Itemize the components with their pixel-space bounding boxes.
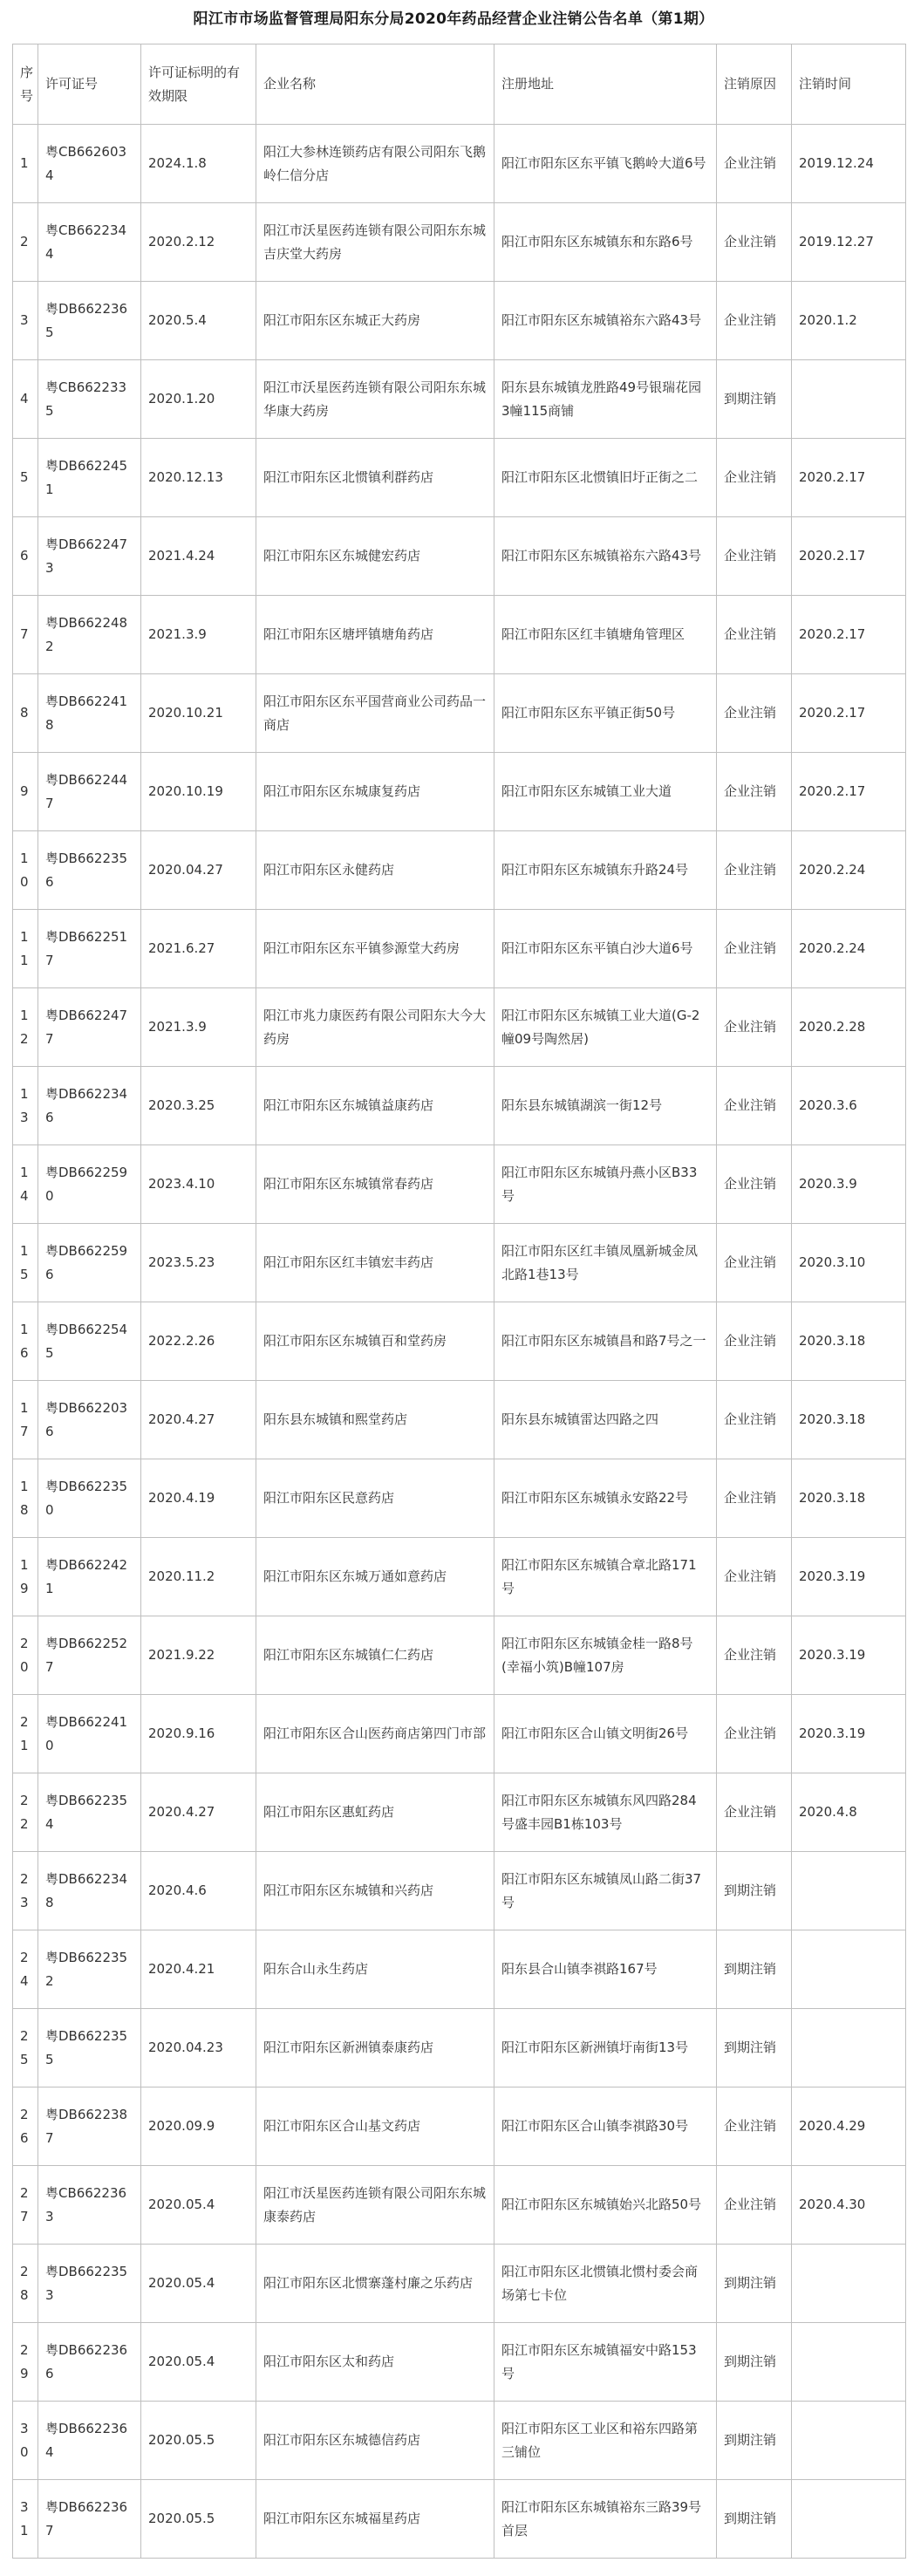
cell-validity-period: 2020.4.27	[141, 1773, 256, 1852]
cell-revocation-date: 2020.3.18	[792, 1459, 906, 1538]
cell-revocation-date: 2020.2.17	[792, 439, 906, 517]
header-revocation-date: 注销时间	[792, 44, 906, 125]
cell-revocation-reason: 企业注销	[717, 988, 792, 1067]
table-row	[13, 2245, 906, 2323]
cell-license-number: 粤DB6622527	[38, 1616, 141, 1695]
cell-revocation-date: 2020.3.6	[792, 1067, 906, 1145]
cell-revocation-date	[792, 1852, 906, 1930]
cell-revocation-reason: 企业注销	[717, 674, 792, 753]
cell-registered-address: 阳江市阳东区东平镇正街50号	[494, 674, 717, 753]
cell-validity-period: 2020.9.16	[141, 1695, 256, 1773]
cell-registered-address: 阳江市阳东区东城镇东升路24号	[494, 831, 717, 910]
cell-registered-address: 阳江市阳东区东城镇合章北路171号	[494, 1538, 717, 1616]
cell-validity-period: 2020.4.21	[141, 1930, 256, 2009]
cell-revocation-reason: 到期注销	[717, 2480, 792, 2559]
cell-registered-address: 阳东县东城镇雷达四路之四	[494, 1381, 717, 1459]
cell-company-name: 阳江市阳东区东城镇百和堂药房	[256, 1302, 494, 1381]
cell-registered-address: 阳江市阳东区东城镇裕东六路43号	[494, 517, 717, 596]
cell-serial-number: 1	[13, 125, 38, 203]
cell-registered-address: 阳江市阳东区东城镇永安路22号	[494, 1459, 717, 1538]
cell-revocation-reason: 企业注销	[717, 2087, 792, 2166]
cell-serial-number: 11	[13, 910, 38, 988]
table-row	[13, 1852, 906, 1930]
table-row	[13, 988, 906, 1067]
cell-company-name: 阳江市阳东区东城镇和兴药店	[256, 1852, 494, 1930]
cell-serial-number: 27	[13, 2166, 38, 2245]
cell-license-number: 粤DB6622350	[38, 1459, 141, 1538]
cell-revocation-date: 2020.2.17	[792, 753, 906, 831]
cell-registered-address: 阳江市阳东区红丰镇凤凰新城金凤北路1巷13号	[494, 1224, 717, 1302]
cell-validity-period: 2020.3.25	[141, 1067, 256, 1145]
cell-license-number: 粤CB6622363	[38, 2166, 141, 2245]
table-row	[13, 753, 906, 831]
cell-license-number: 粤DB6622545	[38, 1302, 141, 1381]
cell-revocation-reason: 企业注销	[717, 1695, 792, 1773]
cell-revocation-date	[792, 2402, 906, 2480]
table-row	[13, 1381, 906, 1459]
table-row	[13, 2402, 906, 2480]
cell-serial-number: 6	[13, 517, 38, 596]
cell-validity-period: 2020.10.19	[141, 753, 256, 831]
cell-registered-address: 阳江市阳东区北惯镇北惯村委会商场第七卡位	[494, 2245, 717, 2323]
cell-serial-number: 12	[13, 988, 38, 1067]
table-row	[13, 203, 906, 282]
cell-validity-period: 2020.2.12	[141, 203, 256, 282]
cell-company-name: 阳江市阳东区东平国营商业公司药品一商店	[256, 674, 494, 753]
cell-license-number: 粤CB6626034	[38, 125, 141, 203]
table-row	[13, 282, 906, 360]
table-row	[13, 360, 906, 439]
cell-validity-period: 2020.05.5	[141, 2402, 256, 2480]
cell-license-number: 粤DB6622348	[38, 1852, 141, 1930]
cell-revocation-reason: 企业注销	[717, 910, 792, 988]
cell-serial-number: 23	[13, 1852, 38, 1930]
header-license-number: 许可证号	[38, 44, 141, 125]
cell-company-name: 阳江市沃星医药连锁有限公司阳东东城吉庆堂大药房	[256, 203, 494, 282]
cell-revocation-date: 2020.3.18	[792, 1302, 906, 1381]
table-row	[13, 1459, 906, 1538]
table-row	[13, 1302, 906, 1381]
cell-company-name: 阳江市阳东区惠虹药店	[256, 1773, 494, 1852]
cell-serial-number: 10	[13, 831, 38, 910]
cell-serial-number: 30	[13, 2402, 38, 2480]
cell-validity-period: 2021.9.22	[141, 1616, 256, 1695]
table-row	[13, 1538, 906, 1616]
cell-revocation-date: 2020.4.8	[792, 1773, 906, 1852]
cell-registered-address: 阳东县东城镇龙胜路49号银瑞花园3幢115商铺	[494, 360, 717, 439]
cell-validity-period: 2023.5.23	[141, 1224, 256, 1302]
cell-license-number: 粤DB6622346	[38, 1067, 141, 1145]
cell-serial-number: 17	[13, 1381, 38, 1459]
cell-company-name: 阳东县东城镇和熙堂药店	[256, 1381, 494, 1459]
cell-serial-number: 16	[13, 1302, 38, 1381]
cell-serial-number: 5	[13, 439, 38, 517]
cell-serial-number: 15	[13, 1224, 38, 1302]
cell-license-number: 粤DB6622482	[38, 596, 141, 674]
table-row	[13, 1695, 906, 1773]
cell-registered-address: 阳江市阳东区东平镇白沙大道6号	[494, 910, 717, 988]
cell-revocation-reason: 企业注销	[717, 1302, 792, 1381]
cell-revocation-date: 2020.3.10	[792, 1224, 906, 1302]
cell-license-number: 粤DB6622410	[38, 1695, 141, 1773]
cell-company-name: 阳江市阳东区合山基文药店	[256, 2087, 494, 2166]
cell-revocation-date	[792, 2480, 906, 2559]
cell-revocation-date: 2020.2.17	[792, 596, 906, 674]
cell-revocation-date: 2020.3.19	[792, 1695, 906, 1773]
cell-company-name: 阳江市阳东区东城镇常春药店	[256, 1145, 494, 1224]
cell-validity-period: 2020.4.19	[141, 1459, 256, 1538]
table-row	[13, 674, 906, 753]
header-revocation-reason: 注销原因	[717, 44, 792, 125]
table-row	[13, 2087, 906, 2166]
cell-revocation-date: 2020.2.17	[792, 674, 906, 753]
cell-validity-period: 2020.4.6	[141, 1852, 256, 1930]
cell-validity-period: 2020.05.5	[141, 2480, 256, 2559]
table-row	[13, 2323, 906, 2402]
cell-license-number: 粤CB6622335	[38, 360, 141, 439]
cell-company-name: 阳江市阳东区红丰镇宏丰药店	[256, 1224, 494, 1302]
cell-company-name: 阳江市阳东区塘坪镇塘角药店	[256, 596, 494, 674]
cell-revocation-date	[792, 2323, 906, 2402]
cell-company-name: 阳江市阳东区太和药店	[256, 2323, 494, 2402]
cell-revocation-date: 2020.4.30	[792, 2166, 906, 2245]
cell-revocation-reason: 到期注销	[717, 2402, 792, 2480]
cell-serial-number: 31	[13, 2480, 38, 2559]
cell-revocation-date: 2019.12.27	[792, 203, 906, 282]
page-title: 阳江市市场监督管理局阳东分局2020年药品经营企业注销公告名单（第1期）	[193, 10, 714, 28]
cell-license-number: 粤DB6622353	[38, 2245, 141, 2323]
cell-revocation-date: 2020.3.18	[792, 1381, 906, 1459]
table-row	[13, 1930, 906, 2009]
cell-validity-period: 2020.09.9	[141, 2087, 256, 2166]
cell-revocation-date	[792, 2245, 906, 2323]
cell-revocation-reason: 企业注销	[717, 1773, 792, 1852]
cell-revocation-reason: 企业注销	[717, 125, 792, 203]
cell-company-name: 阳江市阳东区北惯镇利群药店	[256, 439, 494, 517]
cell-registered-address: 阳江市阳东区东城镇工业大道(G-2幢09号陶然居)	[494, 988, 717, 1067]
cell-company-name: 阳江市阳东区永健药店	[256, 831, 494, 910]
cell-registered-address: 阳东县合山镇李祺路167号	[494, 1930, 717, 2009]
cell-company-name: 阳江市阳东区东城健宏药店	[256, 517, 494, 596]
cell-serial-number: 18	[13, 1459, 38, 1538]
cell-registered-address: 阳江市阳东区东城镇凤山路二街37号	[494, 1852, 717, 1930]
cell-revocation-reason: 企业注销	[717, 1459, 792, 1538]
cell-registered-address: 阳江市阳东区东城镇裕东三路39号首层	[494, 2480, 717, 2559]
cell-license-number: 粤DB6622356	[38, 831, 141, 910]
cell-license-number: 粤DB6622366	[38, 2323, 141, 2402]
cell-license-number: 粤DB6622355	[38, 2009, 141, 2087]
cell-company-name: 阳江市沃星医药连锁有限公司阳东东城华康大药房	[256, 360, 494, 439]
cell-serial-number: 28	[13, 2245, 38, 2323]
revocation-table	[12, 44, 906, 2559]
cell-revocation-reason: 到期注销	[717, 1852, 792, 1930]
cell-registered-address: 阳江市阳东区东城镇东和东路6号	[494, 203, 717, 282]
header-company-name: 企业名称	[256, 44, 494, 125]
cell-license-number: 粤DB6622364	[38, 2402, 141, 2480]
header-serial-number: 序号	[13, 44, 38, 125]
cell-registered-address: 阳江市阳东区红丰镇塘角管理区	[494, 596, 717, 674]
cell-revocation-reason: 企业注销	[717, 1381, 792, 1459]
cell-validity-period: 2020.12.13	[141, 439, 256, 517]
table-row	[13, 910, 906, 988]
cell-revocation-date: 2020.4.29	[792, 2087, 906, 2166]
cell-company-name: 阳江市阳东区合山医药商店第四门市部	[256, 1695, 494, 1773]
table-row	[13, 1067, 906, 1145]
cell-revocation-date	[792, 2009, 906, 2087]
cell-registered-address: 阳江市阳东区东城镇始兴北路50号	[494, 2166, 717, 2245]
cell-validity-period: 2023.4.10	[141, 1145, 256, 1224]
cell-validity-period: 2020.10.21	[141, 674, 256, 753]
cell-validity-period: 2021.3.9	[141, 988, 256, 1067]
cell-registered-address: 阳江市阳东区新洲镇圩南街13号	[494, 2009, 717, 2087]
cell-registered-address: 阳江市阳东区东城镇裕东六路43号	[494, 282, 717, 360]
cell-license-number: 粤DB6622447	[38, 753, 141, 831]
cell-revocation-reason: 企业注销	[717, 439, 792, 517]
cell-registered-address: 阳江市阳东区东城镇工业大道	[494, 753, 717, 831]
cell-serial-number: 20	[13, 1616, 38, 1695]
cell-revocation-date: 2020.3.9	[792, 1145, 906, 1224]
table-row	[13, 125, 906, 203]
cell-registered-address: 阳江市阳东区东城镇金桂一路8号(幸福小筑)B幢107房	[494, 1616, 717, 1695]
cell-revocation-reason: 企业注销	[717, 1145, 792, 1224]
cell-serial-number: 29	[13, 2323, 38, 2402]
cell-license-number: 粤DB6622036	[38, 1381, 141, 1459]
cell-validity-period: 2020.05.4	[141, 2245, 256, 2323]
cell-company-name: 阳江市沃星医药连锁有限公司阳东东城康泰药店	[256, 2166, 494, 2245]
cell-validity-period: 2024.1.8	[141, 125, 256, 203]
cell-company-name: 阳江市兆力康医药有限公司阳东大今大药房	[256, 988, 494, 1067]
cell-serial-number: 21	[13, 1695, 38, 1773]
cell-company-name: 阳江市阳东区东城德信药店	[256, 2402, 494, 2480]
cell-revocation-reason: 到期注销	[717, 2323, 792, 2402]
cell-registered-address: 阳江市阳东区东平镇飞鹅岭大道6号	[494, 125, 717, 203]
cell-company-name: 阳江市阳东区东城康复药店	[256, 753, 494, 831]
cell-validity-period: 2020.05.4	[141, 2166, 256, 2245]
cell-license-number: 粤DB6622477	[38, 988, 141, 1067]
cell-license-number: 粤DB6622517	[38, 910, 141, 988]
table-row	[13, 2480, 906, 2559]
cell-registered-address: 阳江市阳东区东城镇福安中路153号	[494, 2323, 717, 2402]
table-row	[13, 1773, 906, 1852]
cell-revocation-reason: 到期注销	[717, 360, 792, 439]
cell-serial-number: 8	[13, 674, 38, 753]
cell-registered-address: 阳江市阳东区合山镇李祺路30号	[494, 2087, 717, 2166]
cell-validity-period: 2020.1.20	[141, 360, 256, 439]
table-row	[13, 1616, 906, 1695]
cell-company-name: 阳江市阳东区东城万通如意药店	[256, 1538, 494, 1616]
cell-registered-address: 阳江市阳东区工业区和裕东四路第三铺位	[494, 2402, 717, 2480]
cell-revocation-reason: 企业注销	[717, 282, 792, 360]
cell-company-name: 阳江市阳东区东城福星药店	[256, 2480, 494, 2559]
table-body	[13, 125, 906, 2559]
cell-serial-number: 13	[13, 1067, 38, 1145]
cell-company-name: 阳东合山永生药店	[256, 1930, 494, 2009]
cell-revocation-reason: 企业注销	[717, 596, 792, 674]
cell-serial-number: 19	[13, 1538, 38, 1616]
cell-company-name: 阳江大参林连锁药店有限公司阳东飞鹅岭仁信分店	[256, 125, 494, 203]
cell-registered-address: 阳江市阳东区北惯镇旧圩正街之二	[494, 439, 717, 517]
cell-company-name: 阳江市阳东区东城正大药房	[256, 282, 494, 360]
cell-company-name: 阳江市阳东区民意药店	[256, 1459, 494, 1538]
cell-registered-address: 阳江市阳东区合山镇文明街26号	[494, 1695, 717, 1773]
cell-serial-number: 14	[13, 1145, 38, 1224]
cell-serial-number: 26	[13, 2087, 38, 2166]
cell-revocation-reason: 到期注销	[717, 1930, 792, 2009]
cell-revocation-date: 2020.2.24	[792, 831, 906, 910]
cell-validity-period: 2020.05.4	[141, 2323, 256, 2402]
cell-license-number: 粤CB6622344	[38, 203, 141, 282]
cell-license-number: 粤DB6622473	[38, 517, 141, 596]
cell-serial-number: 9	[13, 753, 38, 831]
cell-validity-period: 2020.04.23	[141, 2009, 256, 2087]
header-validity-period: 许可证标明的有效期限	[141, 44, 256, 125]
cell-registered-address: 阳东县东城镇湖滨一街12号	[494, 1067, 717, 1145]
table-row	[13, 2166, 906, 2245]
cell-serial-number: 22	[13, 1773, 38, 1852]
cell-registered-address: 阳江市阳东区东城镇东风四路284号盛丰园B1栋103号	[494, 1773, 717, 1852]
cell-revocation-date: 2020.2.28	[792, 988, 906, 1067]
cell-revocation-reason: 企业注销	[717, 1067, 792, 1145]
cell-validity-period: 2020.5.4	[141, 282, 256, 360]
header-registered-address: 注册地址	[494, 44, 717, 125]
cell-license-number: 粤DB6622352	[38, 1930, 141, 2009]
cell-revocation-date: 2020.3.19	[792, 1616, 906, 1695]
cell-registered-address: 阳江市阳东区东城镇昌和路7号之一	[494, 1302, 717, 1381]
cell-revocation-date	[792, 360, 906, 439]
cell-license-number: 粤DB6622421	[38, 1538, 141, 1616]
cell-license-number: 粤DB6622367	[38, 2480, 141, 2559]
cell-serial-number: 3	[13, 282, 38, 360]
cell-validity-period: 2020.04.27	[141, 831, 256, 910]
table-row	[13, 517, 906, 596]
cell-validity-period: 2022.2.26	[141, 1302, 256, 1381]
cell-company-name: 阳江市阳东区东城镇益康药店	[256, 1067, 494, 1145]
cell-revocation-date: 2020.3.19	[792, 1538, 906, 1616]
cell-revocation-date: 2020.2.17	[792, 517, 906, 596]
cell-license-number: 粤DB6622418	[38, 674, 141, 753]
cell-license-number: 粤DB6622354	[38, 1773, 141, 1852]
cell-serial-number: 2	[13, 203, 38, 282]
cell-license-number: 粤DB6622365	[38, 282, 141, 360]
cell-license-number: 粤DB6622451	[38, 439, 141, 517]
cell-company-name: 阳江市阳东区东平镇参源堂大药房	[256, 910, 494, 988]
cell-serial-number: 25	[13, 2009, 38, 2087]
cell-validity-period: 2021.3.9	[141, 596, 256, 674]
cell-serial-number: 7	[13, 596, 38, 674]
cell-license-number: 粤DB6622596	[38, 1224, 141, 1302]
cell-validity-period: 2021.6.27	[141, 910, 256, 988]
table-header-row	[13, 44, 906, 125]
cell-revocation-reason: 企业注销	[717, 1538, 792, 1616]
cell-serial-number: 24	[13, 1930, 38, 2009]
cell-license-number: 粤DB6622387	[38, 2087, 141, 2166]
table-row	[13, 1145, 906, 1224]
table-row	[13, 1224, 906, 1302]
cell-revocation-reason: 企业注销	[717, 2166, 792, 2245]
cell-license-number: 粤DB6622590	[38, 1145, 141, 1224]
cell-validity-period: 2021.4.24	[141, 517, 256, 596]
cell-revocation-date: 2019.12.24	[792, 125, 906, 203]
cell-revocation-reason: 企业注销	[717, 203, 792, 282]
cell-revocation-reason: 企业注销	[717, 1616, 792, 1695]
cell-revocation-reason: 企业注销	[717, 517, 792, 596]
table-row	[13, 2009, 906, 2087]
cell-revocation-reason: 到期注销	[717, 2245, 792, 2323]
cell-company-name: 阳江市阳东区北惯寨蓬村廉之乐药店	[256, 2245, 494, 2323]
cell-registered-address: 阳江市阳东区东城镇丹燕小区B33号	[494, 1145, 717, 1224]
cell-revocation-reason: 到期注销	[717, 2009, 792, 2087]
cell-company-name: 阳江市阳东区新洲镇泰康药店	[256, 2009, 494, 2087]
table-row	[13, 831, 906, 910]
cell-revocation-date: 2020.1.2	[792, 282, 906, 360]
cell-serial-number: 4	[13, 360, 38, 439]
cell-revocation-reason: 企业注销	[717, 753, 792, 831]
cell-revocation-reason: 企业注销	[717, 831, 792, 910]
table-row	[13, 596, 906, 674]
cell-revocation-date	[792, 1930, 906, 2009]
cell-company-name: 阳江市阳东区东城镇仁仁药店	[256, 1616, 494, 1695]
table-row	[13, 439, 906, 517]
cell-revocation-date: 2020.2.24	[792, 910, 906, 988]
cell-revocation-reason: 企业注销	[717, 1224, 792, 1302]
cell-validity-period: 2020.4.27	[141, 1381, 256, 1459]
cell-validity-period: 2020.11.2	[141, 1538, 256, 1616]
